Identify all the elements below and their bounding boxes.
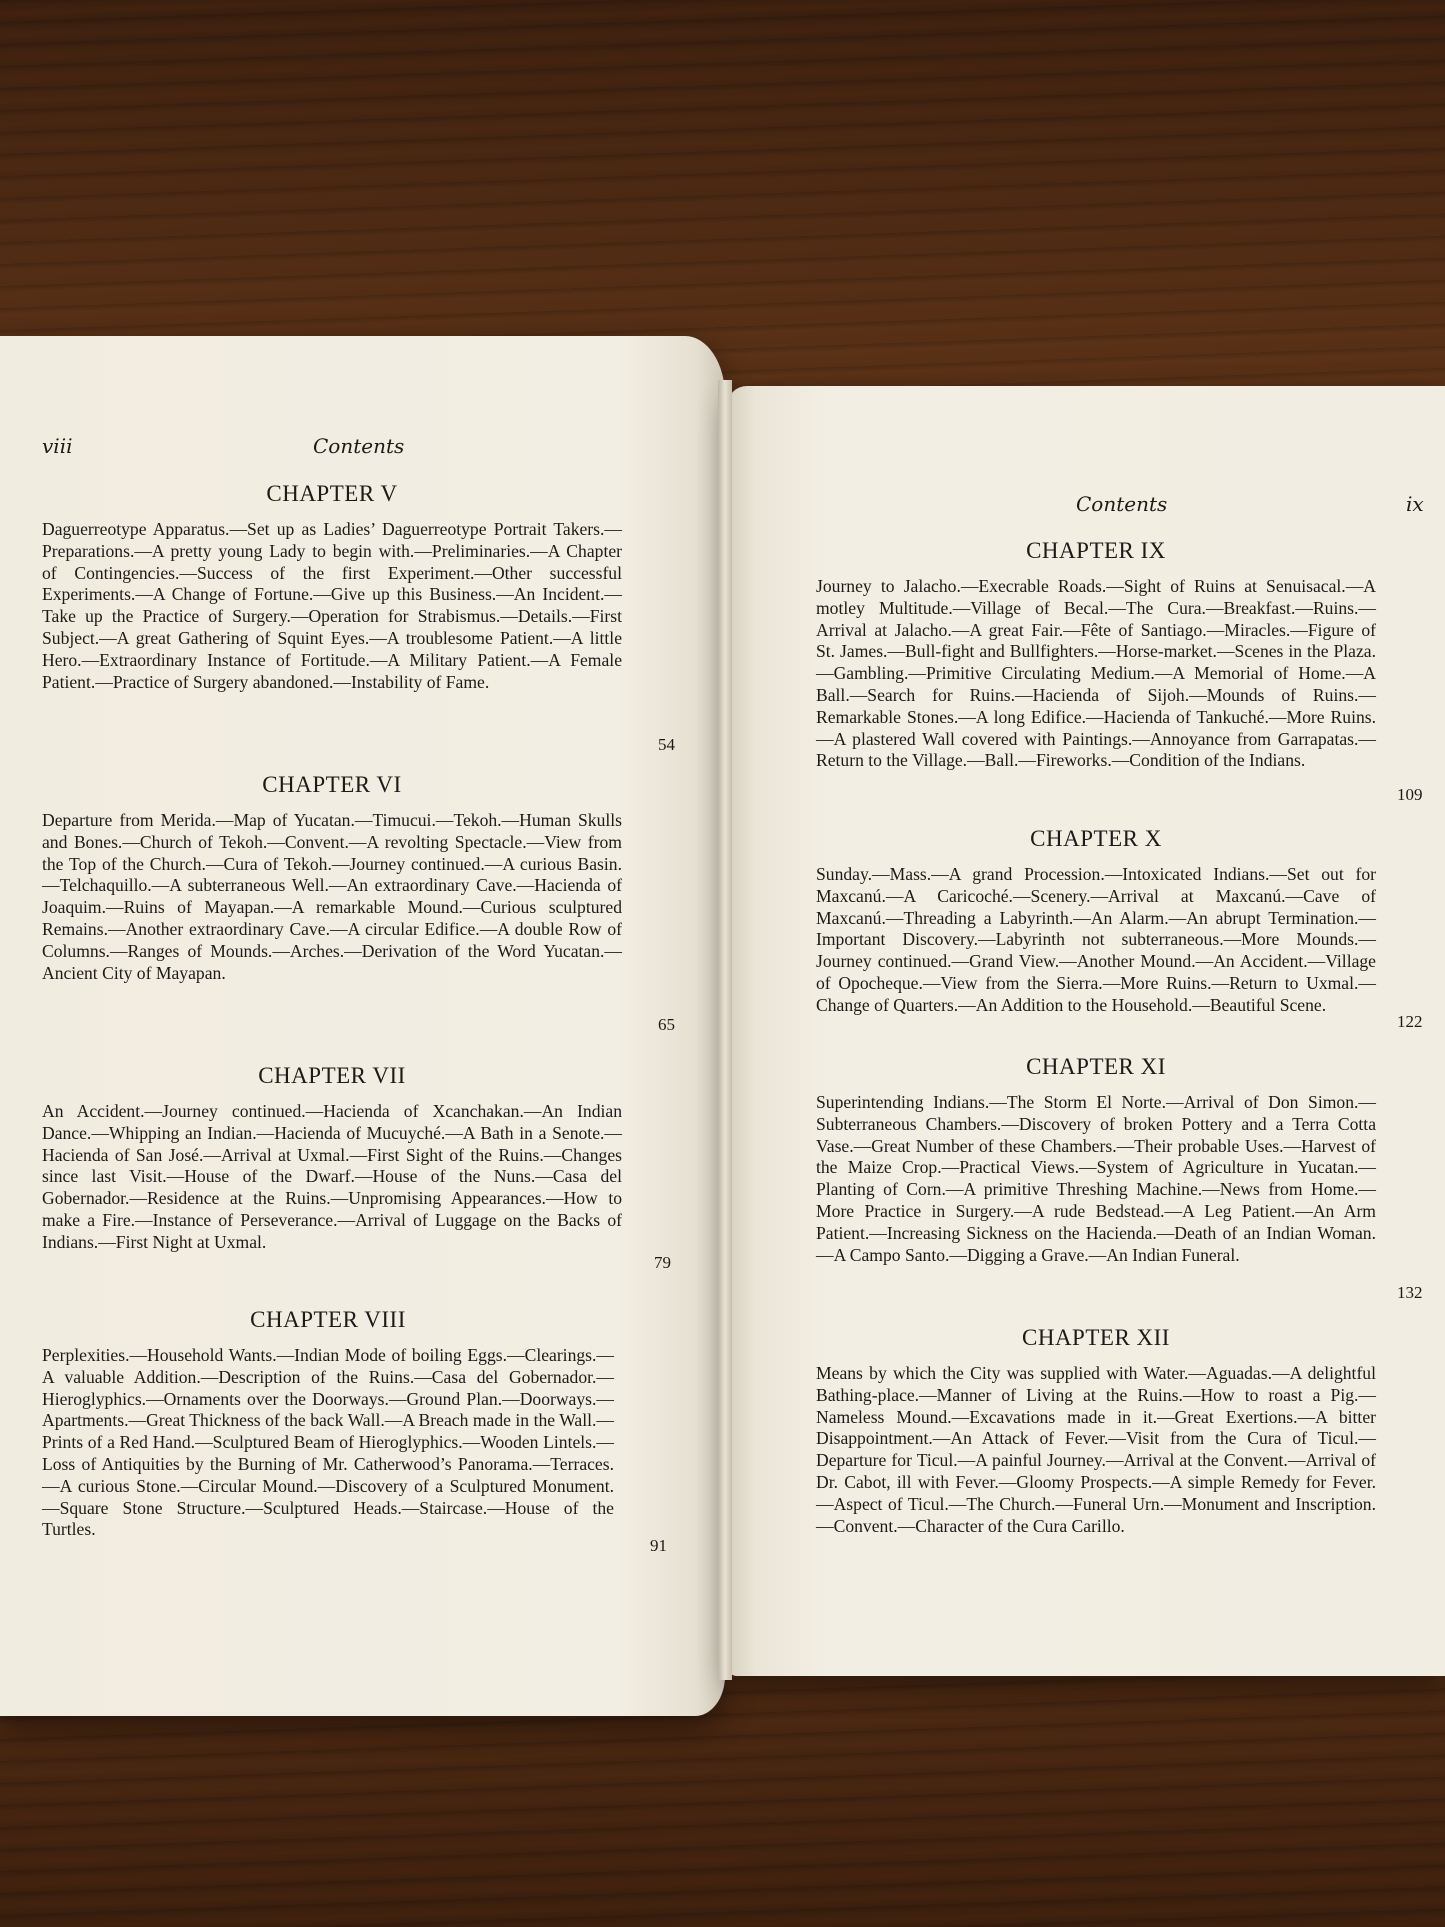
page-number: 132 (1397, 1283, 1423, 1302)
chapter-summary: Perplexities.—Household Wants.—Indian Mode of boiling Eggs.—Clearings.—A valuable Addition.—Description of the Ruins.—Casa del Gobernador.—Hieroglyphics.—Ornaments over the Doorways.—Ground Plan.—Doorways.—Apartments.—Great Thickness of the back Wall.—A Breach made in the Wall.—Prints of a Red Hand.—Sculptured Beam of Hieroglyphics.—Wooden Lintels.—Loss of Antiquities by the Burning of Mr. Catherwood’s Panorama.—Terraces.—A curious Stone.—Circular Mound.—Discovery of a Sculptured Monument.—Square Stone Structure.—Sculptured Heads.—Staircase.—House of the Turtles. (42, 1345, 614, 1540)
chapter-summary: Departure from Merida.—Map of Yucatan.—Timucui.—Tekoh.—Human Skulls and Bones.—Church of Tekoh.—Convent.—A revolting Spectacle.—View from the Top of the Church.—Cura of Tekoh.—Journey continued.—A curious Basin.—Telchaquillo.—A subterraneous Well.—An extraordinary Cave.—Hacienda of Joaquim.—Ruins of Mayapan.—A remarkable Mound.—Curious sculptured Remains.—Another extraordinary Cave.—A circular Edifice.—A double Row of Columns.—Ranges of Mounds.—Arches.—Derivation of the Word Yucatan.—Ancient City of Mayapan. (42, 810, 622, 983)
chapter-summary: Journey to Jalacho.—Execrable Roads.—Sight of Ruins at Senuisacal.—A motley Multitude.—Village of Becal.—The Cura.—Breakfast.—Ruins.—Arrival at Jalacho.—A great Fair.—Fête of Santiago.—Miracles.—Figure of St. James.—Bull-fight and Bullfighters.—Horse-market.—Scenes in the Plaza.—Gambling.—Primitive Circulating Medium.—A Memorial of Home.—A Ball.—Search for Ruins.—Hacienda of Sijoh.—Mounds of Ruins.—Remarkable Stones.—A long Edifice.—Hacienda of Tankuché.—More Ruins.—A plastered Wall covered with Paintings.—Annoyance from Garrapatas.—Return to the Village.—Ball.—Fireworks.—Condition of the Indians. (816, 576, 1376, 771)
page-number: 122 (1397, 1012, 1423, 1031)
chapter-ix (816, 538, 1376, 772)
book-gutter (718, 380, 732, 1680)
chapter-xi (816, 1054, 1376, 1266)
chapter-summary: Daguerreotype Apparatus.—Set up as Ladies’ Daguerreotype Portrait Takers.—Preparations.—A pretty young Lady to begin with.—Preliminaries.—A Chapter of Contingencies.—Success of the first Experiment.—Other successful Experiments.—A Change of Fortune.—Give up this Business.—An Incident.—Take up the Practice of Surgery.—Operation for Strabismus.—Details.—First Subject.—A great Gathering of Squint Eyes.—A troublesome Patient.—A little Hero.—Extraordinary Instance of Fortitude.—A Military Patient.—A Female Patient.—Practice of Surgery abandoned.—Instability of Fame. (42, 519, 622, 692)
chapter-viii (42, 1307, 614, 1541)
chapter-summary: Means by which the City was supplied with Water.—Aguadas.—A delightful Bathing-place.—Manner of Living at the Ruins.—How to roast a Pig.—Nameless Mound.—Excavations made in it.—Great Exertions.—A bitter Disappointment.—An Attack of Fever.—Visit from the Cura of Ticul.—Departure for Ticul.—A painful Journey.—Arrival at the Convent.—Arrival of Dr. Cabot, ill with Fever.—Gloomy Prospects.—A simple Remedy for Fever.—Aspect of Ticul.—The Church.—Funeral Urn.—Monument and Inscription.—Convent.—Character of the Cura Carillo. (816, 1363, 1376, 1536)
chapter-summary: An Accident.—Journey continued.—Hacienda of Xcanchakan.—An Indian Dance.—Whipping an Indian.—Hacienda of Mucuyché.—A Bath in a Senote.—Hacienda of San José.—Arrival at Uxmal.—First Sight of the Ruins.—Changes since last Visit.—House of the Dwarf.—House of the Nuns.—Casa del Gobernador.—Residence at the Ruins.—Unpromising Appearances.—How to make a Fire.—Instance of Perseverance.—Arrival of Luggage on the Backs of Indians.—First Night at Uxmal. (42, 1101, 622, 1252)
page-number: 54 (658, 735, 675, 754)
chapter-v (42, 481, 622, 693)
page-number: 79 (654, 1253, 671, 1272)
chapter-title: CHAPTER VI (262, 772, 402, 797)
right-folio: ix (1406, 492, 1424, 516)
chapter-title: CHAPTER X (1030, 826, 1162, 851)
page-number: 65 (658, 1015, 675, 1034)
left-running-head: Contents (313, 434, 405, 458)
chapter-xii (816, 1325, 1376, 1537)
page-number: 109 (1397, 785, 1423, 804)
chapter-title: CHAPTER VIII (250, 1307, 406, 1332)
chapter-title: CHAPTER V (266, 481, 398, 506)
chapter-vii (42, 1063, 622, 1254)
chapter-x (816, 826, 1376, 1017)
left-folio: viii (42, 434, 73, 458)
chapter-title: CHAPTER XII (1022, 1325, 1170, 1350)
chapter-vi (42, 772, 622, 984)
right-running-head: Contents (1076, 492, 1168, 516)
chapter-title: CHAPTER XI (1026, 1054, 1166, 1079)
chapter-summary: Superintending Indians.—The Storm El Norte.—Arrival of Don Simon.—Subterraneous Chambers.—Discovery of broken Pottery and a Terra Cotta Vase.—Great Number of these Chambers.—Their probable Uses.—Harvest of the Maize Crop.—Practical Views.—System of Agriculture in Yucatan.—Planting of Corn.—A primitive Threshing Machine.—News from Home.—More Practice in Surgery.—A rude Bedstead.—A Leg Patient.—An Arm Patient.—Increasing Sickness on the Hacienda.—Death of an Indian Woman.—A Campo Santo.—Digging a Grave.—An Indian Funeral. (816, 1092, 1376, 1265)
chapter-title: CHAPTER IX (1026, 538, 1166, 563)
page-number: 91 (650, 1536, 667, 1555)
chapter-title: CHAPTER VII (258, 1063, 406, 1088)
chapter-summary: Sunday.—Mass.—A grand Procession.—Intoxicated Indians.—Set out for Maxcanú.—A Caricoché.—Scenery.—Arrival at Maxcanú.—Cave of Maxcanú.—Threading a Labyrinth.—An Alarm.—An abrupt Termination.—Important Discovery.—Labyrinth not subterraneous.—More Mounds.—Journey continued.—Grand View.—Another Mound.—An Accident.—Village of Opocheque.—View from the Sierra.—More Ruins.—Return to Uxmal.—Change of Quarters.—An Addition to the Household.—Beautiful Scene. (816, 864, 1376, 1015)
